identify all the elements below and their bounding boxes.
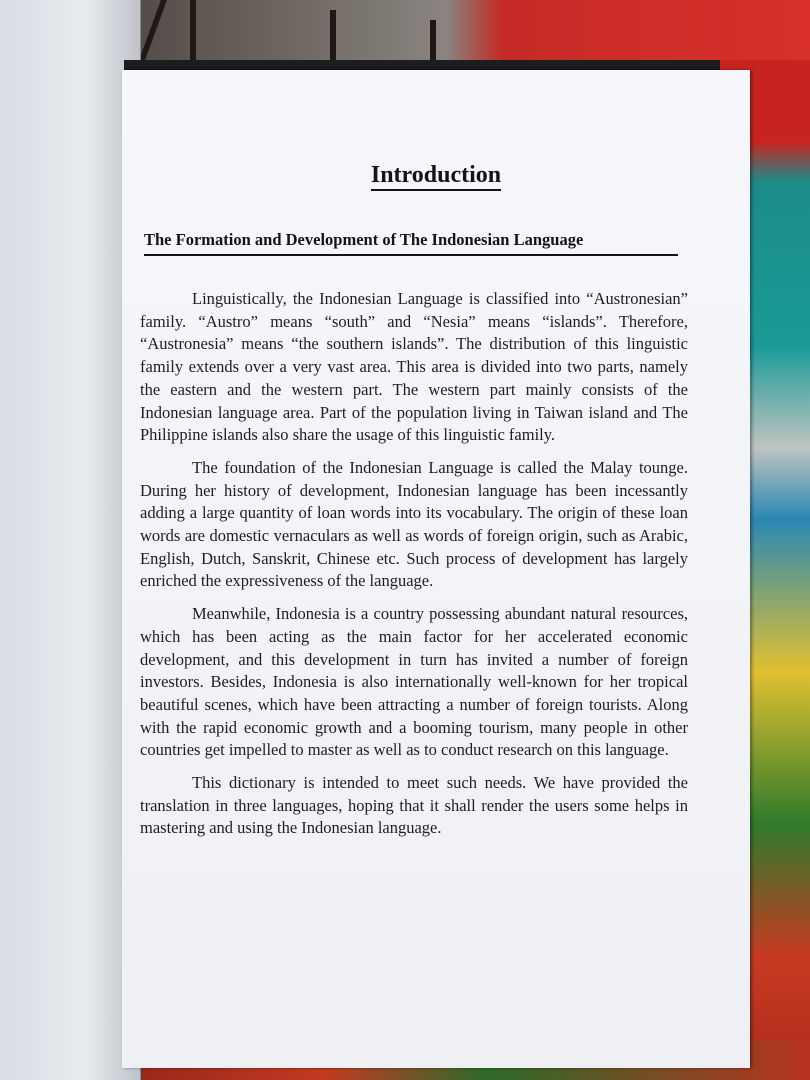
background-structure bbox=[430, 20, 436, 60]
paragraph-1: Linguistically, the Indonesian Language is classified into “Austronesian” family. “Austro” means “south” and “Nesia” means “islands”. Therefore, “Austronesia” means “the southern islands”. The distribution of this linguistic family extends over a very vast area. This area is divided into two parts, namely the eastern and the western part. The western part mainly consists of the Indonesian language area. Part of the population living in Taiwan island and The Philippine islands also share the usage of this linguistic family. bbox=[140, 289, 688, 445]
background-structure bbox=[190, 0, 196, 60]
background-structure bbox=[330, 10, 336, 60]
page-title bbox=[122, 162, 750, 189]
paragraph-4: This dictionary is intended to meet such needs. We have provided the translation in three languages, hoping that it shall render the users some helps in mastering and using the Indonesian language. bbox=[140, 773, 688, 838]
page-title-text: Introduction bbox=[371, 162, 501, 191]
paragraph-3: Meanwhile, Indonesia is a country possessing abundant natural resources, which has been acting as the main factor for her accelerated economic development, and this development in turn has invited a number of foreign investors. Besides, Indonesia is also internationally well-known for her tropical beautiful scenes, which have been attracting a number of foreign tourists. Along with the rapid economic growth and a booming tourism, many people in other countries get impelled to master as well as to conduct research on this language. bbox=[140, 604, 688, 760]
body-text bbox=[140, 288, 688, 850]
section-heading: The Formation and Development of The Indonesian Language bbox=[144, 230, 678, 256]
book-page bbox=[122, 70, 750, 1068]
paragraph-2: The foundation of the Indonesian Language is called the Malay tounge. During her history of development, Indonesian language has been incessantly adding a large quantity of loan words into its vocabulary. The origin of these loan words are domestic vernaculars as well as words of foreign origin, such as Arabic, English, Dutch, Sanskrit, Chinese etc. Such process of development has largely enriched the expressiveness of the language. bbox=[140, 457, 688, 591]
left-page-edge bbox=[0, 0, 141, 1080]
